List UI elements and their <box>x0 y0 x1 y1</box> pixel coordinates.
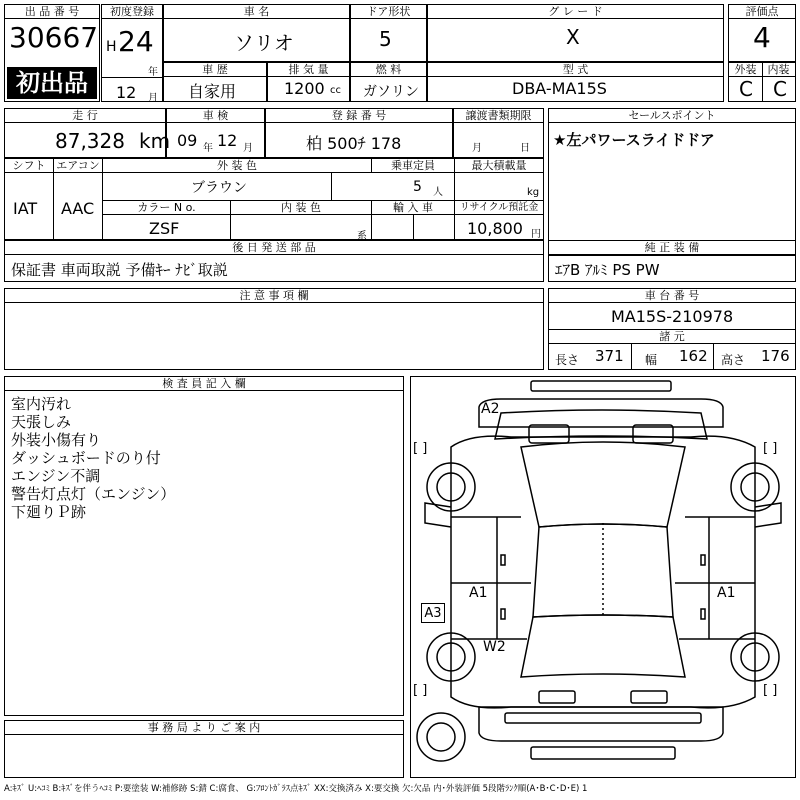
mileage-value: 87,328 <box>55 129 125 153</box>
history-box <box>163 62 267 102</box>
year-unit: 年 <box>148 67 158 78</box>
spec-grid <box>4 158 544 240</box>
car-name-label: 車 名 <box>164 5 349 19</box>
genuine-equip-text: ｴｱB ｱﾙﾐ PS PW <box>555 261 660 279</box>
model-box <box>427 62 724 102</box>
history-label: 車 歴 <box>164 63 266 77</box>
ext-color-label: 外 装 色 <box>103 159 372 173</box>
max-load-label: 最大積載量 <box>455 159 543 173</box>
displacement-unit: cc <box>330 85 341 96</box>
ext-int-divider <box>762 76 763 101</box>
color-no-label: カラー N o. <box>103 201 231 215</box>
genuine-equip-box <box>548 240 796 282</box>
inspection-month-unit: 月 <box>243 143 253 154</box>
damage-mark-a1-left: A1 <box>469 585 488 601</box>
capacity-divider <box>454 172 455 200</box>
capacity-value: 5 <box>413 179 422 195</box>
legend-text: A:ｷｽﾞ U:ﾍｺﾐ B:ｷｽﾞを伴うﾍｺﾐ P:要塗装 W:補修跡 S:錆 C:腐食、 G:ﾌﾛﾝﾄｶﾞﾗｽ点ｷｽﾞ XX:交換済み X:要交換 欠:欠品 内･外装評価 5段階ﾗﾝｸ順(A･B･C･D･E) 1 <box>4 784 588 794</box>
damage-mark-a3: A3 <box>421 603 445 623</box>
inspection-year-unit: 年 <box>203 143 213 154</box>
score-label: 評価点 <box>729 5 795 19</box>
transfer-day: 日 <box>520 143 530 154</box>
inspector-line: 室内汚れ <box>11 395 72 413</box>
import-inner-divider <box>413 214 414 239</box>
first-registration-box <box>101 4 163 102</box>
dims-divider-1 <box>631 343 632 369</box>
inspector-box <box>4 376 404 716</box>
inspector-line: 外装小傷有り <box>11 431 102 449</box>
lot-number-label: 出 品 番 号 <box>5 5 99 19</box>
car-name: ソリオ <box>234 31 294 55</box>
registration-value: 柏 500ﾁ 178 <box>306 134 402 153</box>
mileage-unit: km <box>139 129 171 153</box>
first-registration-label: 初度登録 <box>102 5 162 19</box>
color-divider <box>230 214 231 239</box>
fuel-label: 燃 料 <box>351 63 426 77</box>
aircon-label: エアコン <box>54 159 103 173</box>
later-parts-label: 後 日 発 送 部 品 <box>5 241 543 255</box>
inspection-month: 12 <box>217 131 238 150</box>
bracket-right-rear: [ ] <box>763 683 778 698</box>
first-listing-badge: 初出品 <box>7 67 97 99</box>
caution-box <box>4 288 544 370</box>
damage-mark-w2: W2 <box>483 639 506 655</box>
bracket-right-front: [ ] <box>763 441 778 456</box>
lot-box <box>4 4 100 102</box>
height-value: 176 <box>761 347 790 365</box>
dims-label: 諸 元 <box>549 329 795 344</box>
mileage-box <box>4 108 171 158</box>
car-diagram-box <box>410 376 796 778</box>
displacement-value: 1200 <box>284 79 325 98</box>
transfer-label: 譲渡書類期限 <box>454 109 543 123</box>
history-value: 自家用 <box>188 82 237 101</box>
int-grade: C <box>773 77 787 101</box>
displacement-box <box>267 62 350 102</box>
damage-mark-a2: A2 <box>481 401 500 417</box>
first-reg-year: 24 <box>118 25 154 58</box>
era: H <box>106 39 117 55</box>
selling-point-label: セールスポイント <box>549 109 795 123</box>
int-color-divider <box>371 214 372 239</box>
grade-value: X <box>566 25 580 49</box>
ext-label: 外装 <box>729 63 763 77</box>
inspector-line: エンジン不調 <box>11 467 101 485</box>
inspector-lines <box>11 395 175 521</box>
ext-grade: C <box>739 77 753 101</box>
width-value: 162 <box>679 347 708 365</box>
recycle-value: 10,800 <box>467 219 523 238</box>
shift-label: シフト <box>5 159 54 173</box>
selling-point-box <box>548 108 796 256</box>
genuine-equip-label: 純 正 装 備 <box>549 241 795 255</box>
inspector-label: 検 査 員 記 入 欄 <box>5 377 403 391</box>
inspector-line: 天張しみ <box>11 413 72 431</box>
later-parts-box <box>4 240 544 282</box>
month-unit: 月 <box>148 93 158 104</box>
fuel-value: ガソリン <box>363 84 419 100</box>
later-parts-text: 保証書 車両取説 予備ｷｰ ﾅﾋﾞ取説 <box>11 261 228 279</box>
grade-box <box>427 4 724 62</box>
length-label: 長さ <box>555 353 580 367</box>
door-box <box>350 4 427 62</box>
height-label: 高さ <box>721 353 746 367</box>
ext-int-box <box>728 62 796 102</box>
first-reg-month: 12 <box>116 83 137 102</box>
import-label: 輸 入 車 <box>372 201 455 215</box>
model-label: 型 式 <box>428 63 723 77</box>
lot-number: 30667 <box>9 21 99 54</box>
chassis-number: MA15S-210978 <box>611 307 734 326</box>
recycle-label: リサイクル預託金 <box>455 201 543 215</box>
import-divider <box>454 214 455 239</box>
inspection-box <box>166 108 265 158</box>
inspector-line: ダッシュボードのり付 <box>11 449 161 467</box>
inspection-label: 車 検 <box>167 109 264 123</box>
length-value: 371 <box>595 347 624 365</box>
color-no-value: ZSF <box>149 219 180 238</box>
shift-value: IAT <box>13 199 38 218</box>
door-value: 5 <box>379 27 392 51</box>
grade-label: グ レ ー ド <box>428 5 723 19</box>
inspector-line: 下廻りＰ跡 <box>11 503 87 521</box>
displacement-label: 排 気 量 <box>268 63 349 77</box>
office-label: 事 務 局 よ り ご 案 内 <box>5 721 403 735</box>
transfer-box <box>453 108 544 158</box>
chassis-box <box>548 288 796 370</box>
caution-label: 注 意 事 項 欄 <box>5 289 543 303</box>
bracket-left-rear: [ ] <box>413 683 428 698</box>
ext-color-inner-divider <box>331 172 332 200</box>
capacity-label: 乗車定員 <box>372 159 455 173</box>
int-color-unit: 系 <box>357 231 367 242</box>
selling-point-text: ★左パワースライドドア <box>553 131 715 149</box>
shift-divider <box>53 172 54 239</box>
bracket-left-front: [ ] <box>413 441 428 456</box>
capacity-unit: 人 <box>433 187 443 198</box>
score-box <box>728 4 796 62</box>
chassis-label: 車 台 番 号 <box>549 289 795 303</box>
score-value: 4 <box>753 21 771 54</box>
dims-divider-2 <box>713 343 714 369</box>
aircon-value: AAC <box>61 199 95 218</box>
car-diagram <box>411 377 795 777</box>
recycle-unit: 円 <box>531 229 541 240</box>
damage-mark-a1-right: A1 <box>717 585 736 601</box>
inspection-year: 09 <box>177 131 198 150</box>
int-label: 内装 <box>762 63 795 77</box>
transfer-month: 月 <box>472 143 482 154</box>
registration-label: 登 録 番 号 <box>266 109 452 123</box>
inspector-line: 警告灯点灯（エンジン） <box>11 485 176 503</box>
registration-box <box>265 108 453 158</box>
fuel-box <box>350 62 427 102</box>
model-value: DBA-MA15S <box>512 79 607 98</box>
width-label: 幅 <box>645 353 658 367</box>
office-box <box>4 720 404 778</box>
door-label: ドア形状 <box>351 5 426 19</box>
ext-color-value: ブラウン <box>191 180 247 196</box>
max-load-unit: kg <box>527 187 540 198</box>
int-color-label: 内 装 色 <box>231 201 372 215</box>
mileage-label: 走 行 <box>5 109 165 123</box>
car-name-box <box>163 4 350 62</box>
